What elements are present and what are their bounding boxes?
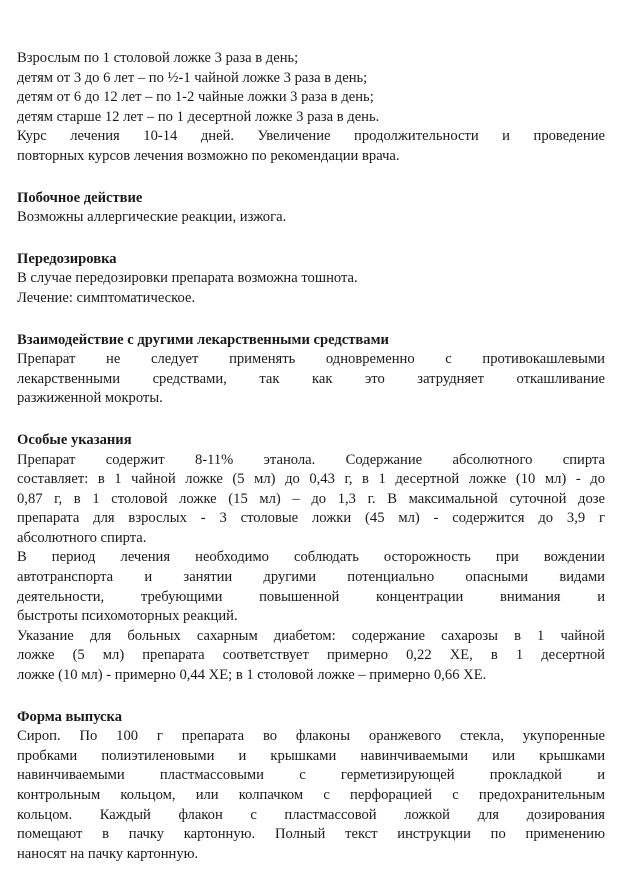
- paragraph-line: помещают в пачку картонную. Полный текст инструкции по применению: [17, 826, 605, 843]
- paragraph-line: кольцом. Каждый флакон с пластмассовой ложкой для дозирования: [17, 806, 605, 823]
- paragraph-line: В период лечения необходимо соблюдать осторожность при вождении: [17, 549, 605, 566]
- paragraph-line: Лечение: симптоматическое.: [17, 289, 196, 306]
- document-page: [17, 49, 605, 864]
- release-form-section: [17, 708, 605, 865]
- overdose-section: [17, 250, 605, 309]
- paragraph-line: составляет: в 1 чайной ложке (5 мл) до 0,43 г, в 1 десертной ложке (10 мл) - до: [17, 471, 605, 488]
- dosage-line: детям от 3 до 6 лет – по ½-1 чайной ложке 3 раза в день;: [17, 69, 368, 86]
- dosage-line: повторных курсов лечения возможно по рекомендации врача.: [17, 147, 400, 164]
- special-instructions-section: [17, 431, 605, 686]
- paragraph-line: препарата для взрослых - 3 столовые ложки (45 мл) - содержится до 3,9 г: [17, 510, 605, 527]
- paragraph-line: Препарат не следует применять одновременно с противокашлевыми: [17, 351, 605, 368]
- section-heading: Побочное действие: [17, 189, 143, 206]
- paragraph-line: контрольным кольцом, или колпачком с перфорацией с предохранительным: [17, 787, 605, 803]
- paragraph-line: деятельности, требующими повышенной концентрации внимания и: [17, 588, 605, 605]
- paragraph-line: пробками полиэтиленовыми и крышками навинчиваемыми или крышками: [17, 747, 605, 764]
- paragraph-line: навинчиваемыми пластмассовыми с герметизирующей прокладкой и: [17, 767, 605, 784]
- section-heading: Взаимодействие с другими лекарственными средствами: [17, 331, 389, 348]
- dosage-line: детям от 6 до 12 лет – по 1-2 чайные ложки 3 раза в день;: [17, 89, 374, 106]
- paragraph-line: ложке (10 мл) - примерно 0,44 ХЕ; в 1 столовой ложке – примерно 0,66 ХЕ.: [17, 667, 487, 684]
- paragraph-line: абсолютного спирта.: [17, 529, 147, 546]
- dosage-line: Взрослым по 1 столовой ложке 3 раза в день;: [17, 50, 299, 66]
- side-effects-section: [17, 189, 605, 228]
- paragraph-line: 0,87 г, в 1 столовой ложке (15 мл) – до 1,3 г. В максимальной суточной дозе: [17, 490, 605, 507]
- paragraph-line: ложке (5 мл) препарата соответствует примерно 0,22 ХЕ, в 1 десертной: [17, 647, 605, 664]
- section-heading: Форма выпуска: [17, 708, 123, 725]
- paragraph-line: быстроты психомоторных реакций.: [17, 608, 238, 625]
- section-heading: Особые указания: [17, 431, 132, 448]
- dosage-line: Курс лечения 10-14 дней. Увеличение продолжительности и проведение: [17, 128, 605, 145]
- paragraph-line: Указание для больных сахарным диабетом: содержание сахарозы в 1 чайной: [17, 627, 605, 644]
- paragraph-line: Сироп. По 100 г препарата во флаконы оранжевого стекла, укупоренные: [17, 728, 605, 745]
- paragraph-line: лекарственными средствами, так как это затрудняет откашливание: [17, 370, 605, 387]
- dosage-section: [17, 49, 605, 167]
- interactions-section: [17, 331, 605, 409]
- paragraph-line: разжиженной мокроты.: [17, 390, 163, 407]
- paragraph-line: автотранспорта и занятии другими потенциально опасными видами: [17, 569, 605, 586]
- dosage-line: детям старше 12 лет – по 1 десертной ложке 3 раза в день.: [17, 108, 380, 125]
- paragraph-line: Возможны аллергические реакции, изжога.: [17, 209, 287, 226]
- section-heading: Передозировка: [17, 250, 117, 267]
- paragraph-line: Препарат содержит 8-11% этанола. Содержание абсолютного спирта: [17, 451, 605, 468]
- paragraph-line: наносят на пачку картонную.: [17, 845, 199, 862]
- paragraph-line: В случае передозировки препарата возможна тошнота.: [17, 270, 358, 287]
